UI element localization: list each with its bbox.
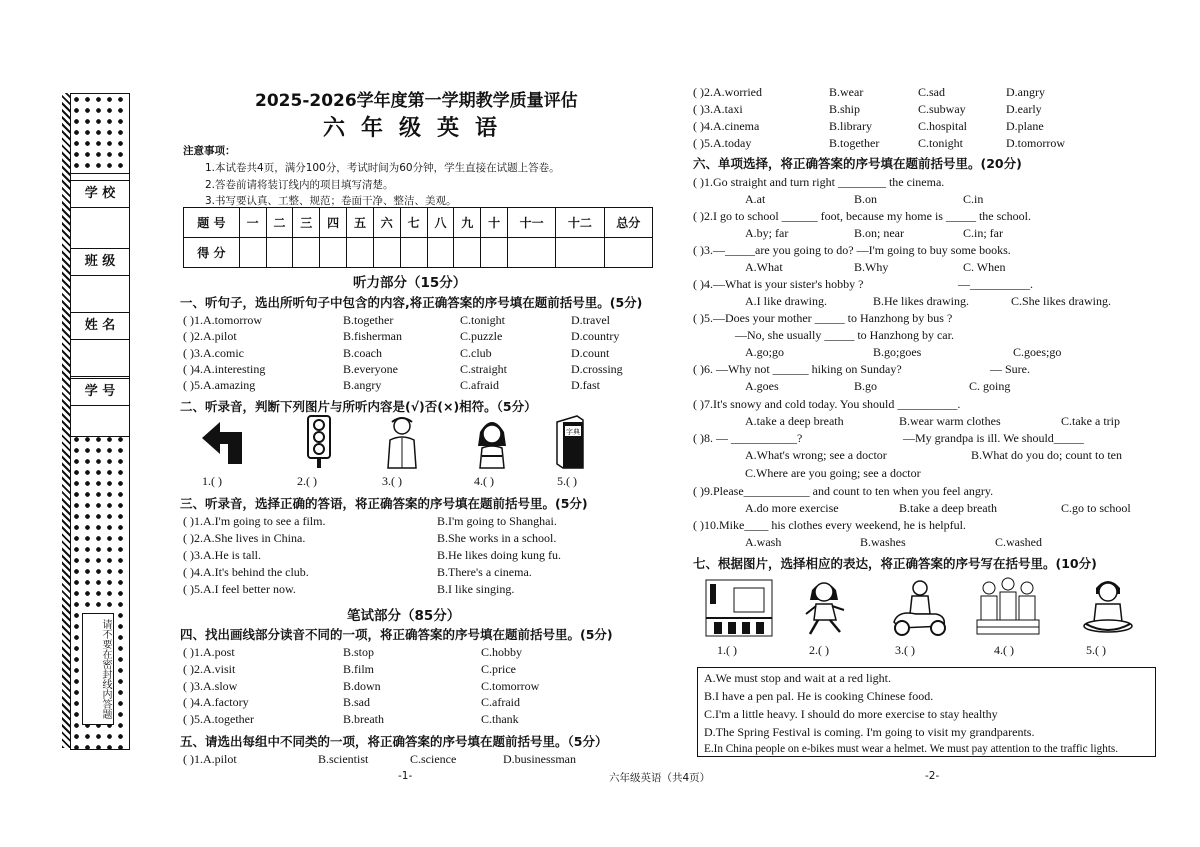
option: B.ship <box>829 102 861 116</box>
picture-label: 2.( ) <box>809 643 829 657</box>
notes-heading: 注意事项： <box>183 145 236 157</box>
dictionary-book-icon <box>553 414 587 470</box>
score-cell[interactable] <box>481 238 508 268</box>
question-stem: ( )1.Go straight and turn right ________ the cinema. <box>693 175 945 189</box>
picture-label: 4.( ) <box>994 643 1014 657</box>
option: B.together <box>829 136 880 150</box>
e-bike-rider-picture <box>888 576 950 638</box>
score-cell[interactable] <box>266 238 293 268</box>
picture-label: 4.( ) <box>474 474 494 488</box>
writing-title: 笔试部分（85分） <box>347 608 461 624</box>
question-stem: ( )1.A.pilot <box>183 752 237 766</box>
note-line: 1.本试卷共4页，满分100分，考试时间为60分钟，学生直接在试题上答卷。 <box>205 162 560 174</box>
score-cell[interactable] <box>400 238 427 268</box>
option: B.go;goes <box>873 345 922 359</box>
question-stem: ( )9.Please___________ and count to ten when you feel angry. <box>693 484 994 498</box>
seal-warning-text: 请不要在密封线内答题 <box>82 613 114 725</box>
picture-label: 5.( ) <box>557 474 577 488</box>
option: B.together <box>343 313 394 327</box>
option: C.hobby <box>481 645 523 659</box>
option: B.go <box>854 379 878 393</box>
score-cell[interactable] <box>293 238 320 268</box>
question-stem: ( )5.A.amazing <box>183 378 256 392</box>
option: C.science <box>410 752 457 766</box>
option: B.He likes drawing. <box>873 294 969 308</box>
question-stem: —No, she usually _____ to Hanzhong by car. <box>735 328 954 342</box>
score-header: 一 <box>239 208 266 238</box>
option: B.I like singing. <box>437 582 515 596</box>
turn-left-arrow-icon <box>198 418 248 466</box>
listening-title: 听力部分（15分） <box>353 275 467 291</box>
question-stem: ( )3.A.slow <box>183 679 238 693</box>
score-header: 六 <box>373 208 400 238</box>
option: C.price <box>481 662 516 676</box>
option: C.sad <box>918 85 945 99</box>
question-stem: ( )5.—Does your mother _____ to Hanzhong by bus ? <box>693 311 953 325</box>
option: A.What <box>745 260 783 274</box>
option: C.tonight <box>918 136 964 150</box>
option: B.scientist <box>318 752 369 766</box>
option: D.count <box>571 346 610 360</box>
option: C.washed <box>995 535 1042 549</box>
question-stem: ( )8. — ___________? <box>693 431 803 445</box>
picture-label: 1.( ) <box>202 474 222 488</box>
option: C.tonight <box>460 313 506 327</box>
option: D.tomorrow <box>1006 136 1065 150</box>
picture-label: 3.( ) <box>382 474 402 488</box>
traffic-light-icon <box>302 414 336 470</box>
option: B.I'm going to Shanghai. <box>437 514 557 528</box>
option: B.fisherman <box>343 329 402 343</box>
dot-pattern-top <box>70 93 130 175</box>
score-header: 五 <box>347 208 374 238</box>
option: C.in <box>963 192 984 206</box>
option: C.afraid <box>481 695 520 709</box>
question-stem: ( )4.A.factory <box>183 695 249 709</box>
section-2-title: 二、听录音，判断下列图片与所听内容是(√)否(×)相符。（5分） <box>180 399 537 414</box>
option: C.goes;go <box>1013 345 1062 359</box>
score-cell[interactable] <box>508 238 556 268</box>
section-1-title: 一、听句子，选出所听句子中包含的内容,将正确答案的序号填在题前括号里。(5分) <box>180 295 643 310</box>
answer-text: —My grandpa is ill. We should_____ <box>903 431 1084 445</box>
score-header: 三 <box>293 208 320 238</box>
option: C. going <box>969 379 1011 393</box>
question-stem: ( )1.A.post <box>183 645 235 659</box>
score-cell[interactable] <box>373 238 400 268</box>
score-header: 十 <box>481 208 508 238</box>
section-4-title: 四、找出画线部分读音不同的一项，将正确答案的序号填在题前括号里。(5分) <box>180 627 613 642</box>
option: B.coach <box>343 346 382 360</box>
option: D.country <box>571 329 620 343</box>
question-stem: ( )5.A.together <box>183 712 254 726</box>
picture-label: 3.( ) <box>895 643 915 657</box>
option: B.Why <box>854 260 889 274</box>
exam-title: 2025-2026学年度第一学期教学质量评估 <box>255 91 578 111</box>
option: B.breath <box>343 712 384 726</box>
family-visit-picture <box>975 574 1041 638</box>
question-stem: ( )2.A.pilot <box>183 329 237 343</box>
running-girl-picture <box>800 576 850 638</box>
binding-stripe <box>62 93 70 748</box>
option: C.take a trip <box>1061 414 1120 428</box>
page-number-left: -1- <box>398 770 413 782</box>
picture-label: 2.( ) <box>297 474 317 488</box>
class-label: 班 级 <box>70 248 130 276</box>
option: C.thank <box>481 712 519 726</box>
number-label: 学 号 <box>70 378 130 406</box>
score-cell[interactable] <box>320 238 347 268</box>
option: C. When <box>963 260 1006 274</box>
note-line: 3.书写要认真、工整、规范；卷面干净、整洁、美观。 <box>205 195 457 207</box>
option: B.There's a cinema. <box>437 565 532 579</box>
picture-label: 1.( ) <box>717 643 737 657</box>
name-field[interactable] <box>70 339 130 377</box>
option: C.subway <box>918 102 966 116</box>
option: A.by; far <box>745 226 789 240</box>
question-stem: ( )5.A.I feel better now. <box>183 582 296 596</box>
score-header: 四 <box>320 208 347 238</box>
option: C.go to school <box>1061 501 1131 515</box>
question-stem: ( )3.A.comic <box>183 346 244 360</box>
question-stem: ( )2.A.worried <box>693 85 762 99</box>
option: D.angry <box>1006 85 1045 99</box>
question-stem: ( )4.A.interesting <box>183 362 266 376</box>
score-cell[interactable] <box>454 238 481 268</box>
option: C.She likes drawing. <box>1011 294 1111 308</box>
name-label: 姓 名 <box>70 312 130 340</box>
option: B.down <box>343 679 381 693</box>
score-cell[interactable] <box>239 238 266 268</box>
score-header: 十一 <box>508 208 556 238</box>
subject-title: 六年级英语 <box>323 116 514 141</box>
option: D.plane <box>1006 119 1044 133</box>
option-c: C.I'm a little heavy. I should do more exercise to stay healthy <box>704 707 998 721</box>
score-header: 总分 <box>604 208 652 238</box>
option: B.wear <box>829 85 864 99</box>
score-header: 二 <box>266 208 293 238</box>
answer-blank: —__________. <box>958 277 1033 291</box>
option: B.on; near <box>854 226 904 240</box>
score-header: 九 <box>454 208 481 238</box>
option: C.afraid <box>460 378 499 392</box>
option: A.I like drawing. <box>745 294 827 308</box>
question-stem: ( )2.I go to school ______ foot, because my home is _____ the school. <box>693 209 1031 223</box>
crosswalk-picture <box>704 578 774 638</box>
option-b: B.I have a pen pal. He is cooking Chinese food. <box>704 689 934 703</box>
option-e: E.In China people on e-bikes must wear a helmet. We must pay attention to the traffic lights. <box>704 743 1119 755</box>
question-stem: ( )5.A.today <box>693 136 752 150</box>
cooking-boy-picture <box>1078 574 1140 638</box>
answer-text: — Sure. <box>990 362 1030 376</box>
question-stem: ( )4.A.It's behind the club. <box>183 565 309 579</box>
option: D.early <box>1006 102 1042 116</box>
school-field[interactable] <box>70 207 130 249</box>
option: C.hospital <box>918 119 968 133</box>
option: C.straight <box>460 362 507 376</box>
option: C.in; far <box>963 226 1003 240</box>
option: A.What's wrong; see a doctor <box>745 448 887 462</box>
option: C.puzzle <box>460 329 503 343</box>
option: B.everyone <box>343 362 398 376</box>
question-stem: ( )1.A.I'm going to see a film. <box>183 514 326 528</box>
option: B.take a deep breath <box>899 501 997 515</box>
question-stem: ( )3.A.He is tall. <box>183 548 261 562</box>
question-stem: ( )4.A.cinema <box>693 119 760 133</box>
option: B.wear warm clothes <box>899 414 1001 428</box>
section-7-options-box <box>697 667 1156 757</box>
option: A.go;go <box>745 345 784 359</box>
option-a: A.We must stop and wait at a red light. <box>704 671 891 685</box>
option: A.wash <box>745 535 782 549</box>
score-header: 十二 <box>556 208 604 238</box>
option: C.club <box>460 346 492 360</box>
option: B.washes <box>860 535 906 549</box>
angry-girl-icon <box>470 414 514 470</box>
question-stem: ( )7.It's snowy and cold today. You should __________. <box>693 397 961 411</box>
score-table <box>183 207 653 268</box>
option: D.crossing <box>571 362 623 376</box>
option: C.tomorrow <box>481 679 540 693</box>
section-6-title: 六、单项选择，将正确答案的序号填在题前括号里。(20分) <box>693 156 1022 171</box>
option: B.stop <box>343 645 375 659</box>
section-3-title: 三、听录音，选择正确的答语，将正确答案的序号填在题前括号里。(5分) <box>180 496 588 511</box>
class-field[interactable] <box>70 275 130 313</box>
doctor-icon <box>382 414 422 470</box>
option: D.travel <box>571 313 610 327</box>
question-stem: ( )3.—_____are you going to do? —I'm going to buy some books. <box>693 243 1011 257</box>
question-stem: ( )4.—What is your sister's hobby ? <box>693 277 864 291</box>
section-5-title: 五、请选出每组中不同类的一项，将正确答案的序号填在题前括号里。（5分） <box>180 734 608 749</box>
option: B.He likes doing kung fu. <box>437 548 561 562</box>
option: A.at <box>745 192 766 206</box>
option: D.businessman <box>503 752 576 766</box>
score-header: 八 <box>427 208 454 238</box>
page-number-right: -2- <box>925 770 940 782</box>
option-d: D.The Spring Festival is coming. I'm going to visit my grandparents. <box>704 725 1035 739</box>
number-field[interactable] <box>70 405 130 437</box>
school-label: 学 校 <box>70 180 130 208</box>
score-header: 题 号 <box>184 208 240 238</box>
score-cell[interactable] <box>556 238 604 268</box>
score-row-label: 得 分 <box>184 238 240 268</box>
option: A.take a deep breath <box>745 414 844 428</box>
option: D.fast <box>571 378 600 392</box>
option: B.library <box>829 119 872 133</box>
score-header: 七 <box>400 208 427 238</box>
option: B.What do you do; count to ten <box>971 448 1122 462</box>
picture-label: 5.( ) <box>1086 643 1106 657</box>
score-cell[interactable] <box>427 238 454 268</box>
score-cell[interactable] <box>347 238 374 268</box>
option: B.She works in a school. <box>437 531 557 545</box>
question-stem: ( )6. —Why not ______ hiking on Sunday? <box>693 362 902 376</box>
note-line: 2.答卷前请将装订线内的项目填写清楚。 <box>205 179 394 191</box>
section-7-title: 七、根据图片，选择相应的表达，将正确答案的序号写在括号里。(10分) <box>693 556 1097 571</box>
question-stem: ( )2.A.visit <box>183 662 236 676</box>
option: B.on <box>854 192 878 206</box>
option: B.film <box>343 662 375 676</box>
option: B.sad <box>343 695 370 709</box>
option: A.do more exercise <box>745 501 839 515</box>
score-cell[interactable] <box>604 238 652 268</box>
book-label: 字典 <box>566 428 580 436</box>
question-stem: ( )2.A.She lives in China. <box>183 531 306 545</box>
option: B.angry <box>343 378 382 392</box>
option: A.goes <box>745 379 779 393</box>
option: C.Where are you going; see a doctor <box>745 466 921 480</box>
footer-title: 六年级英语（共4页） <box>609 772 711 784</box>
question-stem: ( )1.A.tomorrow <box>183 313 262 327</box>
question-stem: ( )10.Mike____ his clothes every weekend, he is helpful. <box>693 518 966 532</box>
question-stem: ( )3.A.taxi <box>693 102 743 116</box>
